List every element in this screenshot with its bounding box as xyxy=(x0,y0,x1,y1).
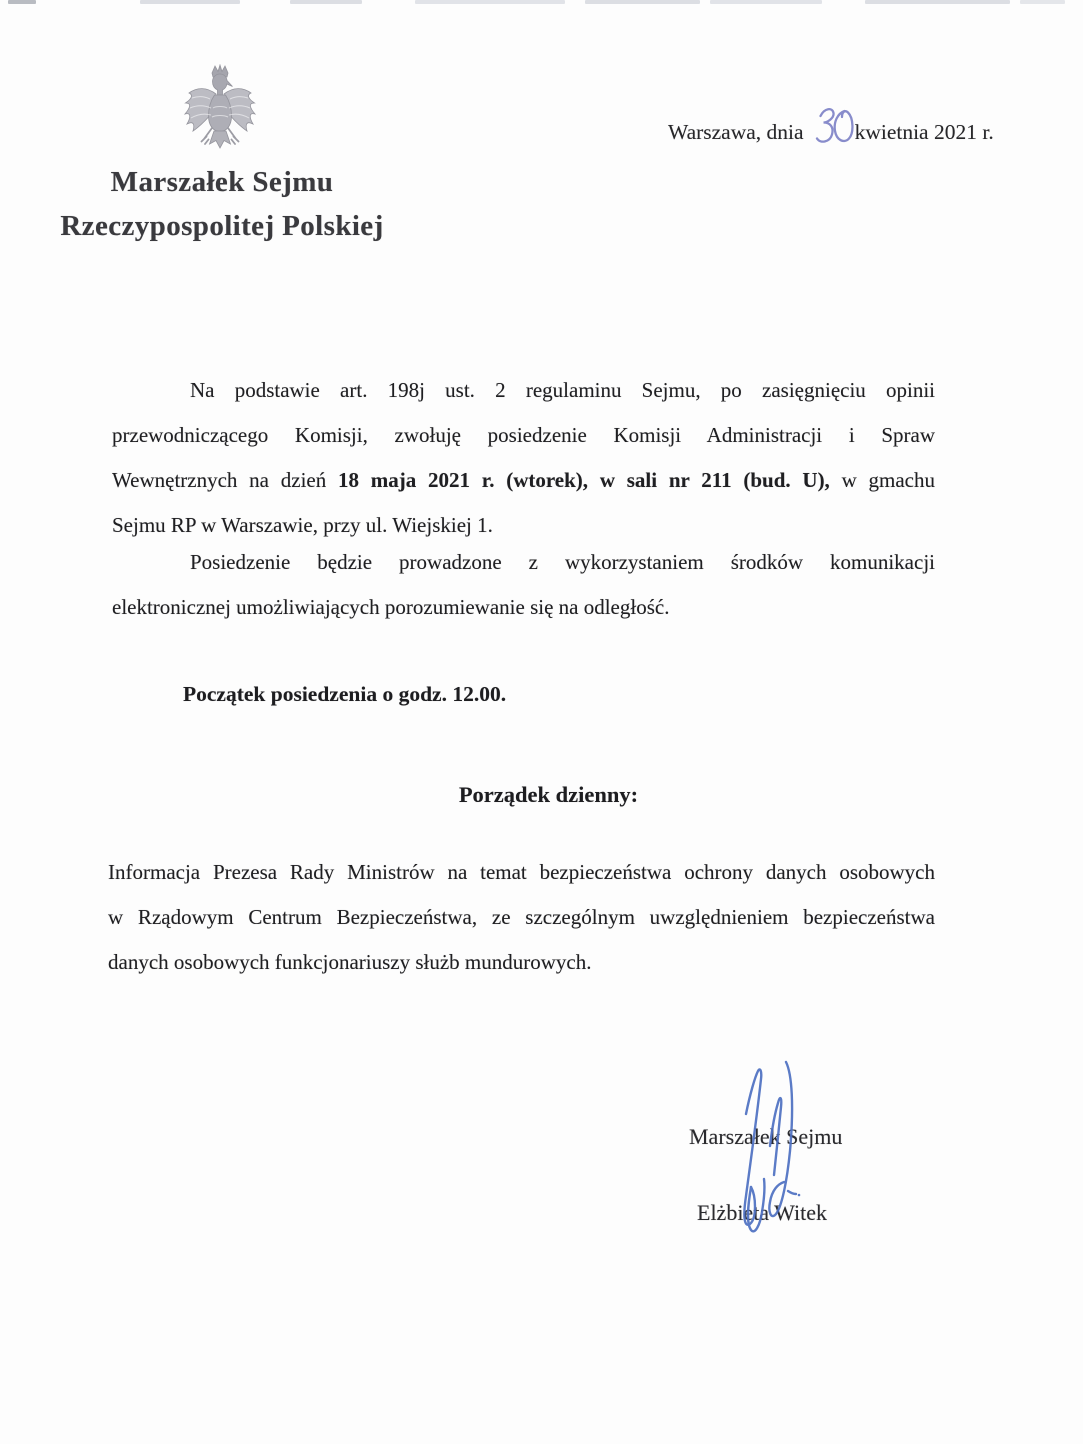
paragraph-line: elektronicznej umożliwiających porozumiewanie się na odległość. xyxy=(112,595,670,619)
paragraph-convocation xyxy=(112,368,935,548)
meeting-start-time: Początek posiedzenia o godz. 12.00. xyxy=(183,682,507,706)
meeting-date-bold: 18 maja 2021 r. (wtorek), w sali nr 211 (bud. U), xyxy=(338,468,830,492)
paragraph-line: Na podstawie art. 198j ust. 2 regulaminu Sejmu, po zasięgnięciu opinii xyxy=(190,378,935,402)
scan-artifact xyxy=(1020,0,1065,4)
paragraph-line: Sejmu RP w Warszawie, przy ul. Wiejskiej 1. xyxy=(112,513,493,537)
dateline xyxy=(668,104,994,156)
signature-title: Marszałek Sejmu xyxy=(689,1124,843,1149)
scan-artifact xyxy=(585,0,700,4)
scan-artifact xyxy=(710,0,822,4)
dateline-prefix: Warszawa, dnia xyxy=(668,120,804,144)
letterhead-line2: Rzeczypospolitej Polskiej xyxy=(60,210,384,242)
paragraph-line: w Rządowym Centrum Bezpieczeństwa, ze szczególnym uwzględnieniem bezpieczeństwa xyxy=(108,905,935,929)
scan-artifact xyxy=(8,0,36,4)
letterhead xyxy=(56,160,388,248)
paragraph-line: Wewnętrznych na dzień 18 maja 2021 r. (wtorek), w sali nr 211 (bud. U), w gmachu xyxy=(112,468,935,492)
handwritten-day xyxy=(804,104,855,156)
scan-artifact xyxy=(290,0,362,4)
paragraph-remote-participation xyxy=(112,540,935,630)
polish-white-eagle-emblem-icon xyxy=(182,64,258,150)
paragraph-line: przewodniczącego Komisji, zwołuję posiedzenie Komisji Administracji i Spraw xyxy=(112,423,935,447)
letterhead-line1: Marszałek Sejmu xyxy=(110,166,334,198)
signature-name: Elżbieta Witek xyxy=(697,1200,828,1225)
dateline-suffix: kwietnia 2021 r. xyxy=(854,120,994,144)
agenda-item xyxy=(108,850,935,985)
paragraph-line: Posiedzenie będzie prowadzone z wykorzystaniem środków komunikacji xyxy=(190,550,935,574)
agenda-heading: Porządek dzienny: xyxy=(458,782,639,807)
scan-artifact xyxy=(415,0,565,4)
handwritten-signature xyxy=(723,1056,811,1246)
scan-artifact xyxy=(140,0,240,4)
handwritten-day-ink xyxy=(811,104,855,150)
scan-artifact xyxy=(865,0,1010,4)
paragraph-line: Informacja Prezesa Rady Ministrów na temat bezpieczeństwa ochrony danych osobowych xyxy=(108,860,935,884)
paragraph-line: danych osobowych funkcjonariuszy służb mundurowych. xyxy=(108,950,592,974)
